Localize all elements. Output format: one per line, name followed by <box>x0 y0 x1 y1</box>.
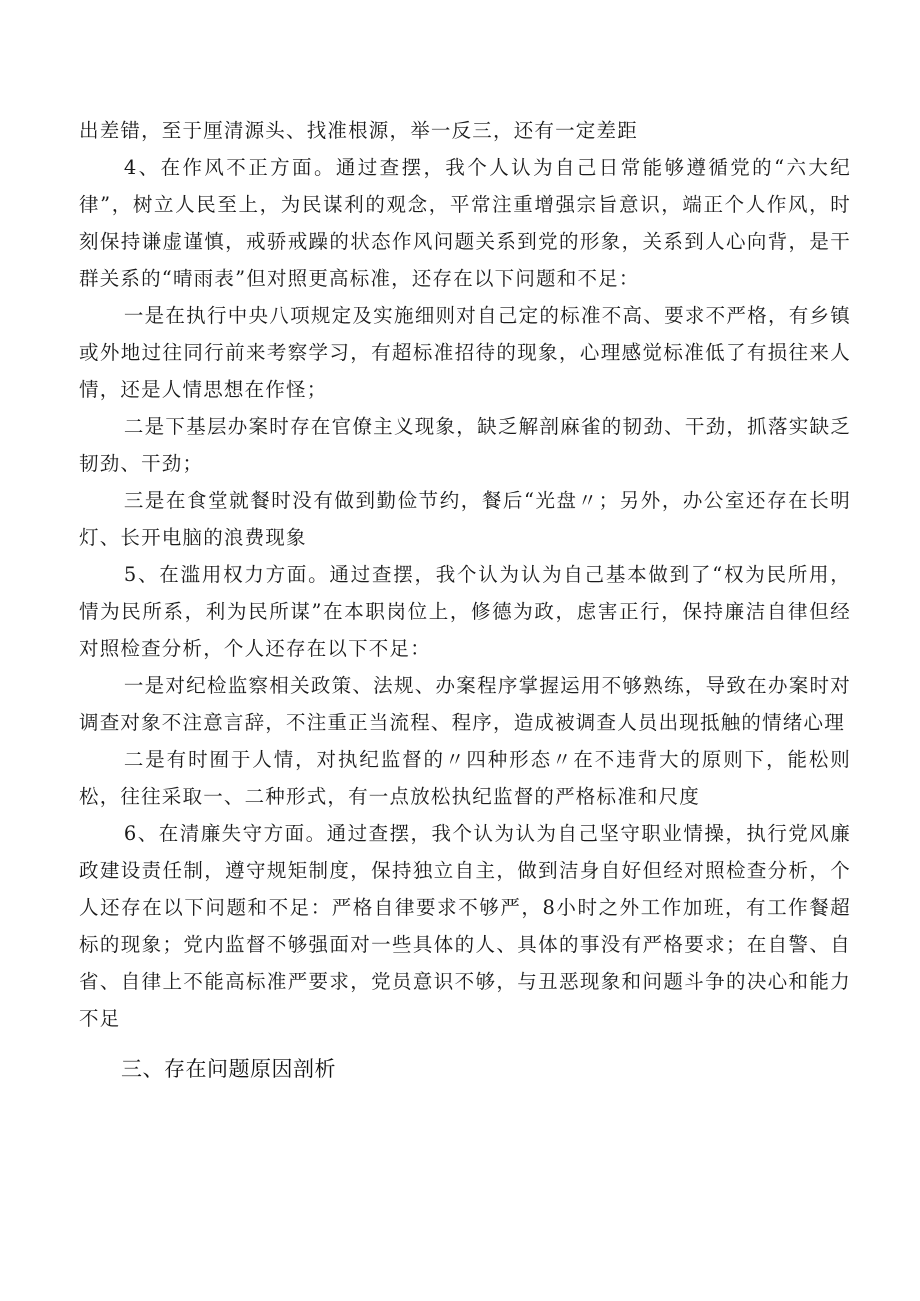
paragraph-continuation: 出差错，至于厘清源头、找准根源，举一反三，还有一定差距 <box>79 119 638 142</box>
paragraph-style-problems: 4、在作风不正方面。通过查摆，我个人认为自己日常能够遵循党的“六大纪律”，树立人民至上，为民谋利的观念，平常注重增强宗旨意识，端正个人作风，时刻保持谦虚谨慎，戒骄戒躁的状态作风问题关系到党的形象，关系到人心向背，是干群关系的“晴雨表”但对照更高标准，还存在以下问题和不足： <box>79 156 851 290</box>
section-heading: 三、存在问题原因剖析 <box>121 1057 336 1081</box>
paragraph-item-two-bureaucracy: 二是下基层办案时存在官僚主义现象，缺乏解剖麻雀的韧劲、干劲，抓落实缺乏韧劲、干劲； <box>79 415 851 475</box>
paragraph-item-three-frugality: 三是在食堂就餐时没有做到勤俭节约，餐后“光盘〃；另外，办公室还存在长明灯、长开电脑的浪费现象 <box>79 489 851 549</box>
document-body <box>79 112 851 1089</box>
paragraph-item-two-favoritism: 二是有时囿于人情，对执纪监督的〃四种形态〃在不违背大的原则下，能松则松，往往采取一、二种形式，有一点放松执纪监督的严格标准和尺度 <box>79 748 851 808</box>
paragraph-integrity: 6、在清廉失守方面。通过查摆，我个认为认为自己坚守职业情操，执行党风廉政建设责任制，遵守规矩制度，保持独立自主，做到洁身自好但经对照检查分析，个人还存在以下问题和不足：严格自律要求不够严，8小时之外工作加班，有工作餐超标的现象；党内监督不够强面对一些具体的人、具体的事没有严格要求；在自警、自省、自律上不能高标准严要求，党员意识不够，与丑恶现象和问题斗争的决心和能力不足 <box>79 822 851 1030</box>
paragraph-item-one-eight-rules: 一是在执行中央八项规定及实施细则对自己定的标准不高、要求不严格，有乡镇或外地过往同行前来考察学习，有超标准招待的现象，心理感觉标准低了有损往来人情，还是人情思想在作怪； <box>79 304 851 401</box>
paragraph-abuse-of-power: 5、在滥用权力方面。通过查摆，我个认为认为自己基本做到了“权为民所用，情为民所系，利为民所谋”在本职岗位上，修德为政，虑害正行，保持廉洁自律但经对照检查分析，个人还存在以下不足： <box>79 563 851 660</box>
paragraph-item-one-procedures: 一是对纪检监察相关政策、法规、办案程序掌握运用不够熟练，导致在办案时对调查对象不注意言辞，不注重正当流程、程序，造成被调查人员出现抵触的情绪心理 <box>79 674 851 734</box>
